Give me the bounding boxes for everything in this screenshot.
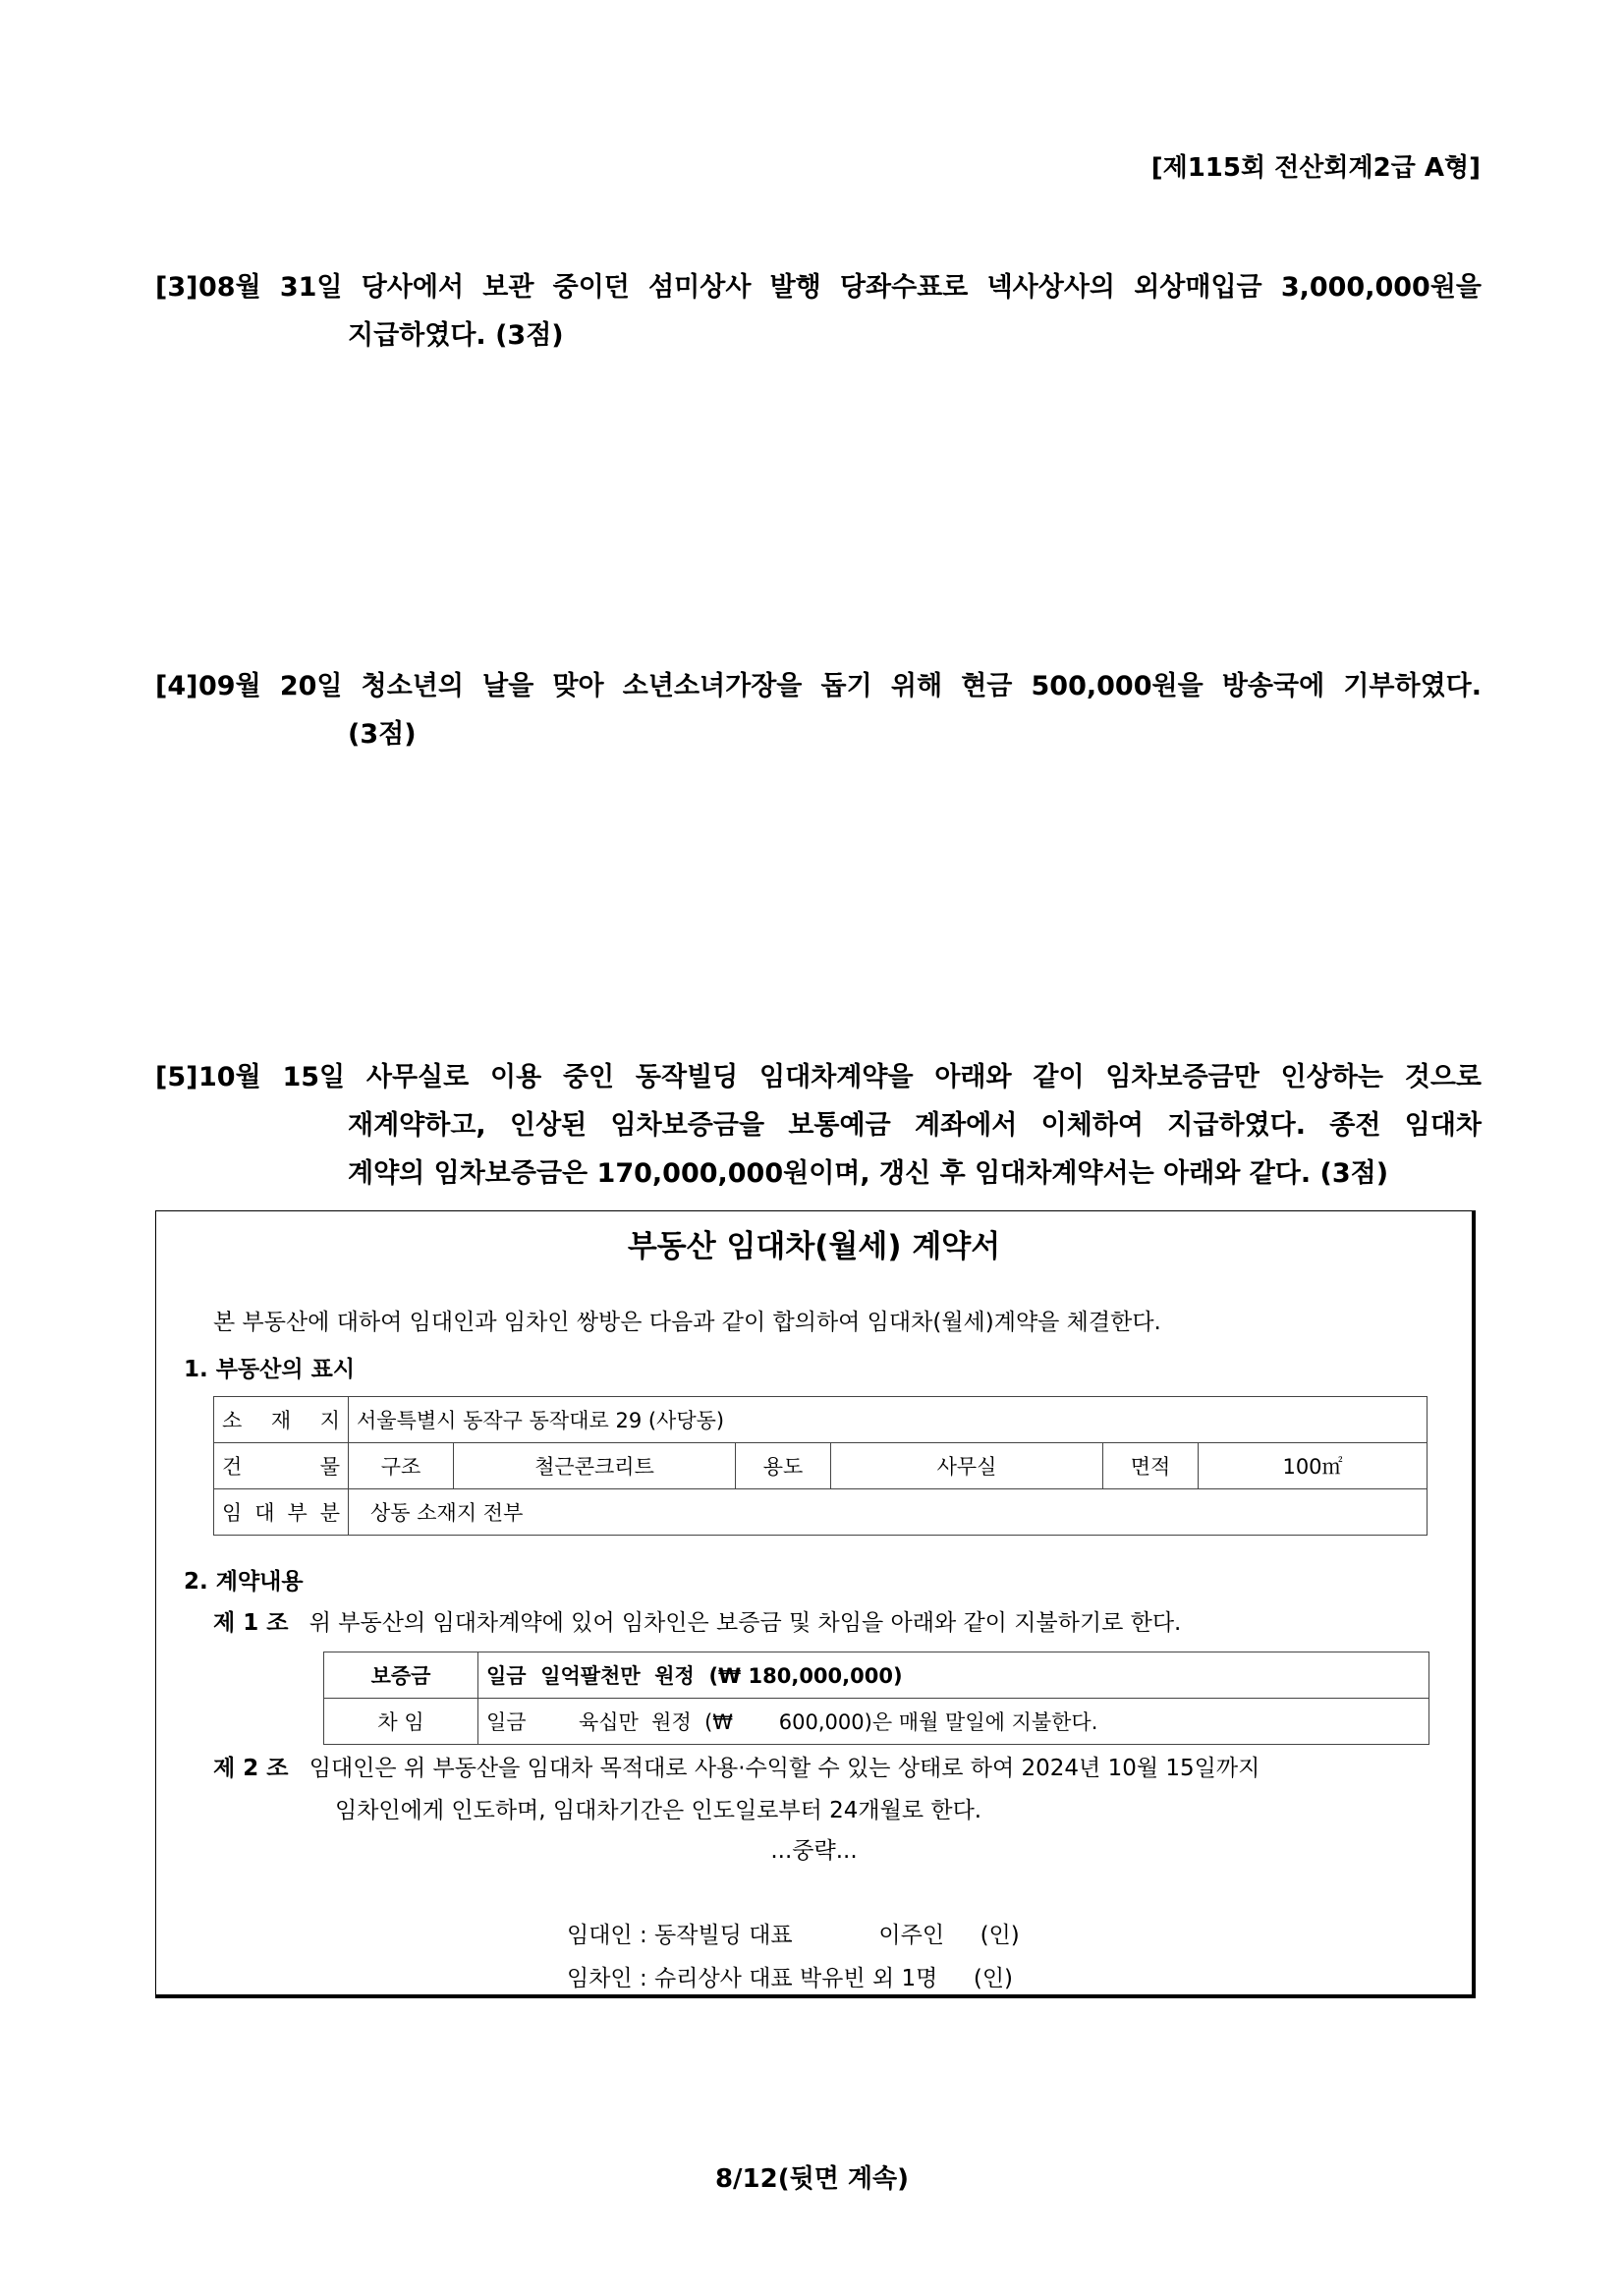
article-1: [213, 1604, 1181, 1637]
lease-part-value: 상동 소재지 전부: [349, 1489, 1428, 1536]
structure-value: 철근콘크리트: [454, 1443, 736, 1489]
use-label: 용도: [736, 1443, 831, 1489]
article-number: 제 1 조: [213, 1610, 289, 1636]
building-label: 건 물: [214, 1443, 349, 1489]
exam-header: [제115회 전산회계2급 A형]: [1150, 153, 1481, 183]
question-text-line: 09월 20일 청소년의 날을 맞아 소년소녀가장을 돕기 위해 현금 500,000원을 방송국에 기부하였다.: [198, 671, 1482, 701]
rent-value: 일금 육십만 원정 (₩ 600,000)은 매월 말일에 지불한다.: [478, 1699, 1429, 1745]
question-text-line: 재계약하고, 인상된 임차보증금을 보통예금 계좌에서 이체하여 지급하였다. 종전 임대차: [348, 1110, 1482, 1141]
question-3: [155, 263, 1482, 360]
deposit-label: 보증금: [324, 1652, 478, 1699]
question-text-line: 08월 31일 당사에서 보관 중이던 섬미상사 발행 당좌수표로 넥사상사의 외상매입금 3,000,000원을: [198, 272, 1482, 303]
lessor-signature-line: 임대인 : 동작빌딩 대표 이주인 (인): [567, 1923, 1020, 1948]
contract-intro: 본 부동산에 대하여 임대인과 임차인 쌍방은 다음과 같이 합의하여 임대차(월세)계약을 체결한다.: [213, 1310, 1161, 1335]
question-text-line: 계약의 임차보증금은 170,000,000원이며, 갱신 후 임대차계약서는 아래와 같다. (3점): [348, 1158, 1389, 1189]
question-text-line: 10월 15일 사무실로 이용 중인 동작빌딩 임대차계약을 아래와 같이 임차보증금만 인상하는 것으로: [198, 1062, 1482, 1092]
location-value: 서울특별시 동작구 동작대로 29 (사당동): [349, 1397, 1428, 1443]
deposit-value: 일금 일억팔천만 원정 (₩ 180,000,000): [478, 1652, 1429, 1699]
section-property-heading: 1. 부동산의 표시: [184, 1357, 356, 1382]
page-footer: 8/12(뒷면 계속): [714, 2164, 910, 2194]
article-2: [213, 1750, 1260, 1782]
contract-title: 부동산 임대차(월세) 계약서: [627, 1229, 1001, 1264]
area-label: 면적: [1103, 1443, 1199, 1489]
article-number: 제 2 조: [213, 1756, 289, 1781]
area-value: 100㎡: [1199, 1443, 1428, 1489]
location-label: 소 재 지: [214, 1397, 349, 1443]
section-contract-heading: 2. 계약내용: [184, 1569, 304, 1595]
use-value: 사무실: [831, 1443, 1103, 1489]
article-text: 위 부동산의 임대차계약에 있어 임차인은 보증금 및 차임을 아래와 같이 지불하기로 한다.: [308, 1610, 1182, 1636]
question-5: [155, 1053, 1482, 1198]
omitted-note: ...중략...: [770, 1838, 858, 1864]
question-text-line: 지급하였다. (3점): [348, 320, 564, 351]
lease-part-label: 임 대 부 분: [214, 1489, 349, 1536]
lessee-signature-line: 임차인 : 슈리상사 대표 박유빈 외 1명 (인): [567, 1966, 1014, 1991]
question-text-line: (3점): [348, 719, 417, 750]
question-label: [3]: [155, 272, 198, 303]
property-table: [213, 1396, 1428, 1536]
article-text: 임대인은 위 부동산을 임대차 목적대로 사용·수익할 수 있는 상태로 하여 2024년 10월 15일까지: [308, 1756, 1260, 1781]
structure-label: 구조: [349, 1443, 454, 1489]
article-2-continued: 임차인에게 인도하며, 임대차기간은 인도일로부터 24개월로 한다.: [335, 1798, 982, 1823]
rent-label: 차 임: [324, 1699, 478, 1745]
question-4: [155, 662, 1482, 758]
question-label: [5]: [155, 1062, 198, 1092]
payment-table: [323, 1652, 1429, 1745]
lease-contract: [155, 1210, 1476, 1998]
question-label: [4]: [155, 671, 198, 701]
